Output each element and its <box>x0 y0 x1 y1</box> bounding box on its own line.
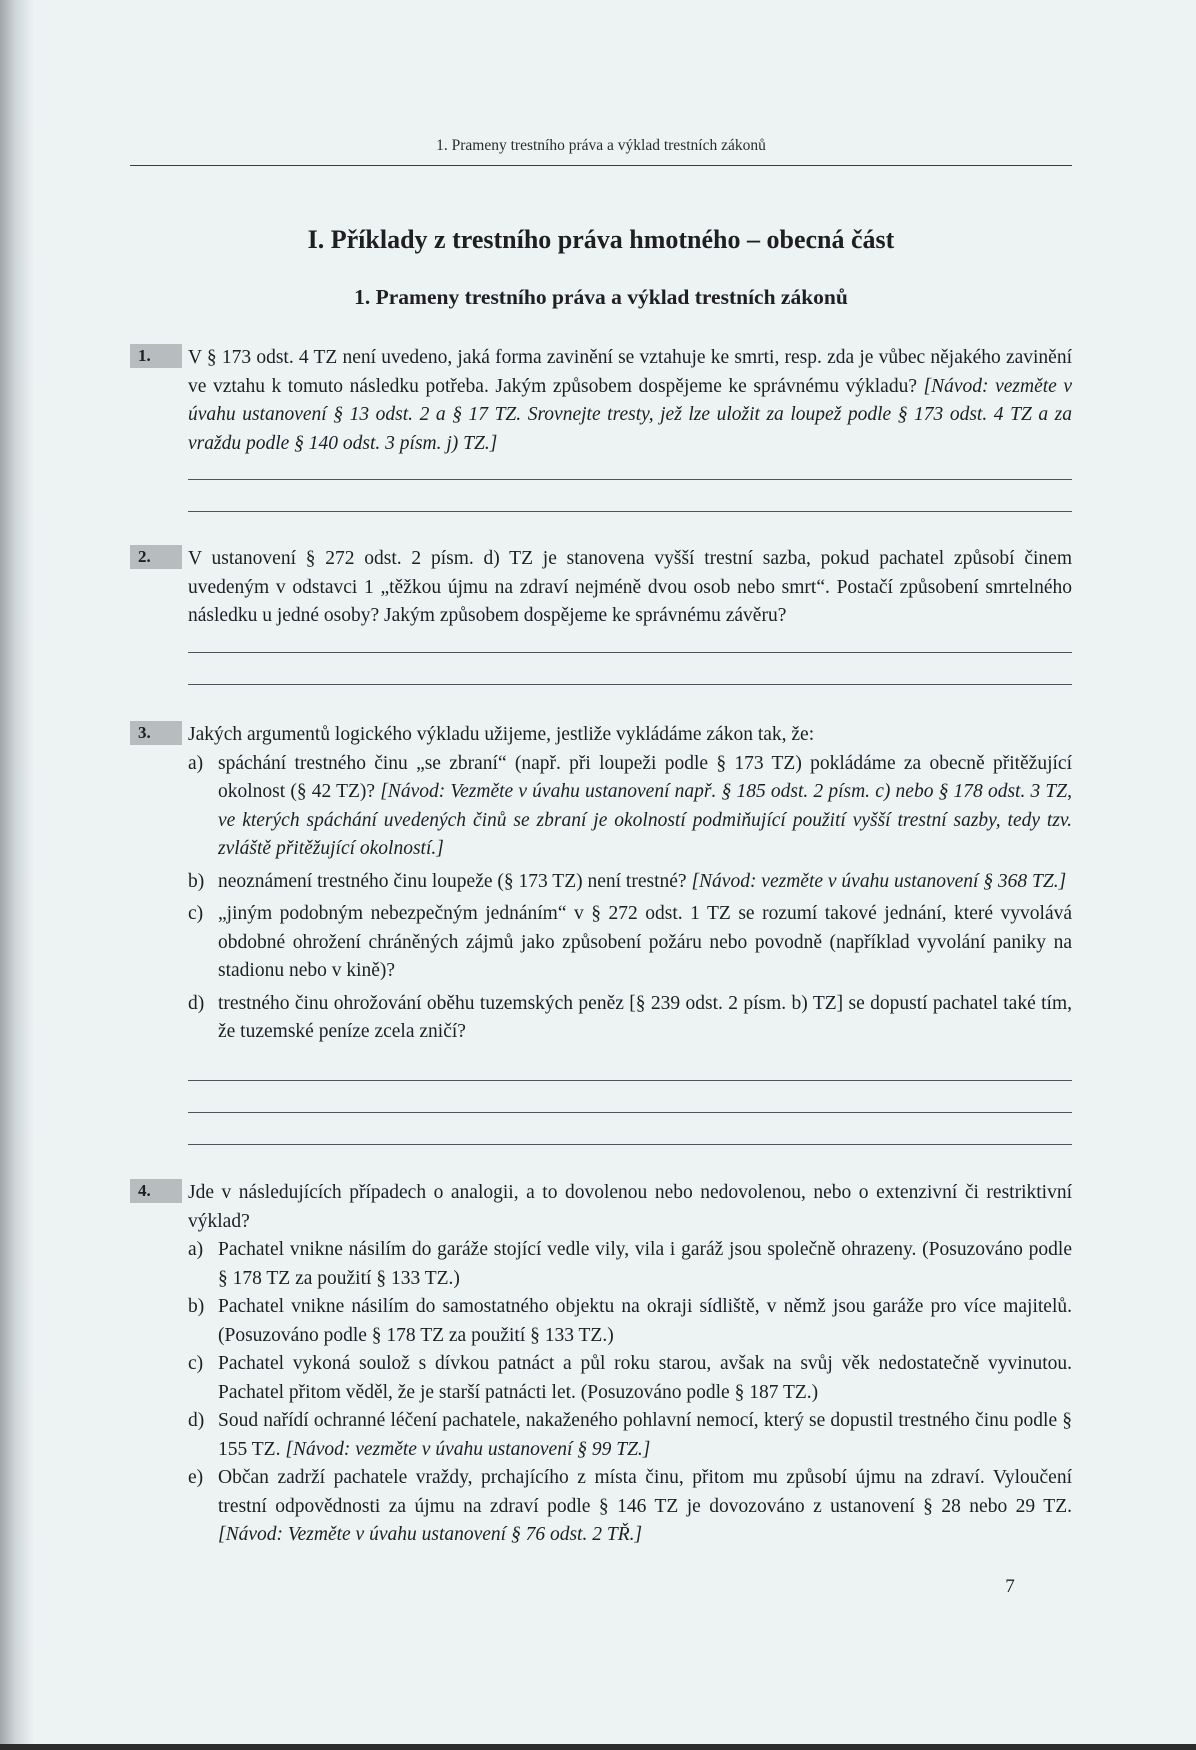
sub-item-a <box>188 1236 1072 1293</box>
item-letter: c) <box>188 1353 204 1374</box>
item-text: Občan zadrží pachatele vraždy, prchajícího z místa činu, přitom mu způsobí újmu na zdraví. Vyloučení trestní odpovědnosti za újmu na zdraví podle § 146 TZ je dovozováno z ustanovení § 28 nebo 29 TZ. <box>218 1467 1072 1517</box>
item-letter: d) <box>188 992 205 1014</box>
item-hint: [Návod: vezměte v úvahu ustanovení § 368 TZ.] <box>691 870 1067 892</box>
item-letter: a) <box>188 752 204 774</box>
item-text: Pachatel vykoná soulož s dívkou patnáct a půl roku starou, avšak na svůj věk nedostatečně vyvinutou. Pachatel přitom věděl, že je starší patnácti let. (Posuzováno podle § 187 TZ.) <box>218 1353 1072 1403</box>
item-hint: [Návod: Vezměte v úvahu ustanovení § 76 odst. 2 TŘ.] <box>218 1524 643 1545</box>
item-text: Pachatel vnikne násilím do samostatného objektu na okraji sídliště, v němž jsou garáže pro více majitelů. (Posuzováno podle § 178 TZ za použití § 133 TZ.) <box>218 1296 1072 1346</box>
sub-item-c <box>188 1350 1072 1407</box>
item-text: spáchání trestného činu „se zbraní“ (např. při loupeži podle § 173 TZ) pokládáme za obecně přitěžující okolnost (§ 42 TZ)? <box>218 752 1072 802</box>
item-letter: e) <box>188 1467 204 1488</box>
sub-item-c <box>188 900 1072 986</box>
answer-line <box>188 511 1072 512</box>
exercise-number: 1. <box>130 344 182 368</box>
exercise-number: 4. <box>130 1179 182 1203</box>
exercise-number: 3. <box>130 721 182 745</box>
exercise-body <box>188 1179 1072 1550</box>
answer-line <box>188 1112 1072 1113</box>
item-text: Soud nařídí ochranné léčení pachatele, nakaženého pohlavní nemocí, který se dopustil trestného činu podle § 155 TZ. <box>218 1410 1072 1460</box>
item-letter: d) <box>188 1410 205 1431</box>
running-header: 1. Prameny trestního práva a výklad trestních zákonů <box>436 137 766 154</box>
exercise-intro: Jakých argumentů logického výkladu užijeme, jestliže vykládáme zákon tak, že: <box>188 724 815 745</box>
exercise-text: V § 173 odst. 4 TZ není uvedeno, jaká forma zavinění se vztahuje ke smrti, resp. zda je vůbec nějakého zavinění ve vztahu k tomuto následku potřeba. Jakým způsobem dospějeme ke správnému výkladu? <box>188 347 1072 397</box>
header-rule <box>130 165 1072 166</box>
exercise-body <box>188 721 1072 1047</box>
item-letter: c) <box>188 903 204 924</box>
answer-line <box>188 684 1072 685</box>
exercise-1 <box>130 344 1072 458</box>
exercise-2 <box>130 545 1072 631</box>
exercise-text: V ustanovení § 272 odst. 2 písm. d) TZ je stanovena vyšší trestní sazba, pokud pachatel způsobí činem uvedeným v odstavci 1 „těžkou újmu na zdraví nejméně dvou osob nebo smrt“. Postačí způsobení smrtelného následku u jedné osoby? Jakým způsobem dospějeme ke správnému závěru? <box>188 548 1072 626</box>
answer-line <box>188 1080 1072 1081</box>
answer-line <box>188 652 1072 653</box>
exercise-intro: Jde v následujících případech o analogii, a to dovolenou nebo nedovolenou, nebo o extenzivní či restriktivní výklad? <box>188 1182 1072 1232</box>
part-title: I. Příklady z trestního práva hmotného – obecná část <box>307 225 895 254</box>
exercise-body <box>188 545 1072 631</box>
item-text: trestného činu ohrožování oběhu tuzemských peněz [§ 239 odst. 2 písm. b) TZ] se dopustí pachatel také tím, že tuzemské peníze zcela zničí? <box>218 992 1072 1042</box>
sub-item-d <box>188 1407 1072 1464</box>
item-text: neoznámení trestného činu loupeže (§ 173 TZ) není trestné? <box>218 870 687 892</box>
sub-item-b <box>188 868 1072 897</box>
scan-edge <box>0 1744 1196 1750</box>
sub-item-b <box>188 1293 1072 1350</box>
sub-item-e <box>188 1464 1072 1550</box>
binding-shadow <box>0 0 34 1750</box>
exercise-3 <box>130 721 1072 1047</box>
item-letter: b) <box>188 870 205 892</box>
sub-item-a <box>188 750 1072 864</box>
item-hint: [Návod: vezměte v úvahu ustanovení § 99 TZ.] <box>285 1438 651 1460</box>
item-hint: [Návod: Vezměte v úvahu ustanovení např. § 185 odst. 2 písm. c) nebo § 178 odst. 3 TZ, ve kterých spáchání uvedených činů se zbraní je okolností podmiňující použití vyšší trestní sazby, tedy tzv. zvláště přitěžující okolností.] <box>218 781 1072 859</box>
item-letter: b) <box>188 1296 205 1317</box>
answer-line <box>188 1144 1072 1145</box>
chapter-title: 1. Prameny trestního práva a výklad trestních zákonů <box>354 285 848 309</box>
exercise-hint: [Návod: vezměte v úvahu ustanovení § 13 odst. 2 a § 17 TZ. Srovnejte tresty, jež lze uložit za loupež podle § 173 odst. 4 TZ a za vraždu podle § 140 odst. 3 písm. j) TZ.] <box>188 375 1073 454</box>
sub-item-d <box>188 990 1072 1047</box>
item-text: Pachatel vnikne násilím do garáže stojící vedle vily, vila i garáž jsou společně ohrazeny. (Posuzováno podle § 178 TZ za použití § 133 TZ.) <box>218 1239 1072 1289</box>
page-number: 7 <box>1005 1576 1015 1597</box>
answer-line <box>188 479 1072 480</box>
exercise-body <box>188 344 1072 458</box>
item-letter: a) <box>188 1239 204 1260</box>
exercise-4 <box>130 1179 1072 1550</box>
item-text: „jiným podobným nebezpečným jednáním“ v § 272 odst. 1 TZ se rozumí takové jednání, které vyvolává obdobné ohrožení chráněných zájmů jako způsobení požáru nebo povodně (například vyvolání paniky na stadionu nebo v kině)? <box>218 903 1072 981</box>
exercise-number: 2. <box>130 545 182 569</box>
